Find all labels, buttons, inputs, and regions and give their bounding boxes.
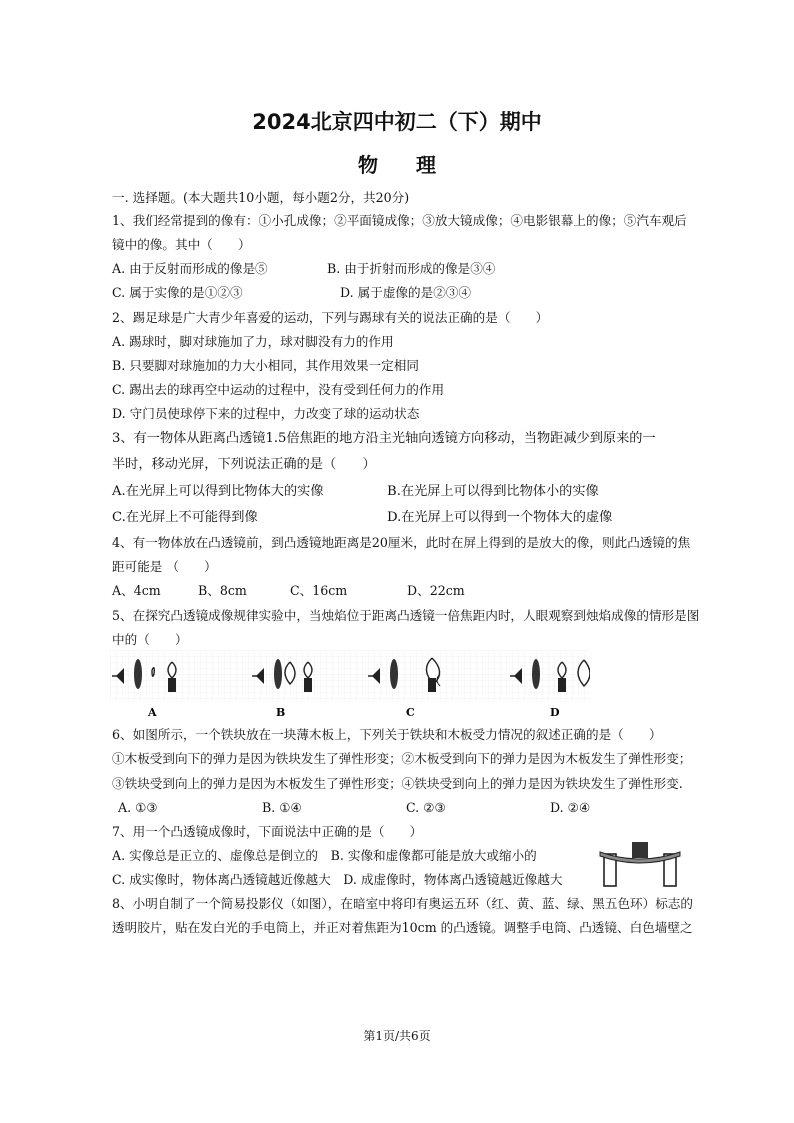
page-number: 第1页/共6页 — [363, 1029, 431, 1043]
q7-options-cd: C. 成实像时，物体离凸透镜越近像越大 D. 成虚像时，物体离凸透镜越近像越大 — [112, 872, 563, 887]
q4-option-c: C、16cm — [290, 583, 348, 598]
figure-label-a: A — [148, 706, 157, 719]
q4-stem-line1: 4、有一物体放在凸透镜前，到凸透镜地距离是20厘米，此时在屏上得到的是放大的像，则此凸透镜的焦 — [112, 535, 691, 550]
q6-statement-1-2: ①木板受到向下的弹力是因为铁块发生了弹性形变；②木板受到向下的弹力是因为木板发生了弹性形变； — [112, 751, 692, 766]
q4-option-d: D、22cm — [407, 583, 465, 598]
q8-line1: 8、小明自制了一个简易投影仪（如图），在暗室中将印有奥运五环（红、黄、蓝、绿、黑五色环）标志的 — [112, 896, 694, 911]
section-heading: 一. 选择题。(本大题共10小题，每小题2分，共20分) — [112, 190, 410, 205]
q3-stem-line2: 半时，移动光屏，下列说法正确的是（ ） — [112, 457, 376, 472]
q1-option-b: B. 由于折射而形成的像是③④ — [327, 261, 496, 276]
q3-stem-line1: 3、有一物体从距离凸透镜1.5倍焦距的地方沿主光轴向透镜方向移动，当物距减少到原来的一 — [112, 431, 656, 446]
q4-option-b: B、8cm — [198, 583, 247, 598]
figure-label-d: D — [550, 706, 560, 719]
q5-stem-line2: 中的（ ） — [112, 632, 188, 647]
flame-icon — [168, 662, 176, 678]
q6-option-a: A. ①③ — [118, 800, 158, 815]
q2-option-d: D. 守门员使球停下来的过程中，力改变了球的运动状态 — [112, 406, 420, 421]
page-subtitle: 物理 — [358, 153, 474, 177]
q6-option-c: C. ②③ — [406, 800, 446, 815]
candle-icon — [168, 678, 176, 692]
lens-icon — [532, 659, 540, 689]
q2-option-c: C. 踢出去的球再空中运动的过程中，没有受到任何力的作用 — [112, 382, 445, 397]
figure-label-b: B — [276, 706, 286, 719]
candle-lens-figure — [110, 650, 590, 722]
q1-option-c: C. 属于实像的是①②③ — [112, 285, 243, 300]
q3-option-d: D.在光屏上可以得到一个物体大的虚像 — [387, 510, 613, 525]
page-title: 2024北京四中初二（下）期中 — [252, 110, 542, 134]
q6-statement-3-4: ③铁块受到向上的弹力是因为木板发生了弹性形变；④铁块受到向上的弹力是因为铁块发生了弹性形变. — [112, 776, 683, 791]
lens-icon — [134, 659, 142, 689]
q4-stem-line2: 距可能是 （ ） — [112, 559, 217, 574]
q1-option-a: A. 由于反射而形成的像是⑤ — [112, 261, 268, 276]
q2-option-a: A. 踢球时，脚对球施加了力，球对脚没有力的作用 — [112, 334, 394, 349]
figure-label-c: C — [406, 706, 415, 719]
q7-options-ab: A. 实像总是正立的、虚像总是倒立的 B. 实像和虚像都可能是放大或缩小的 — [112, 848, 537, 863]
q1-stem-line2: 镜中的像。其中（ ） — [112, 237, 251, 252]
q6-stem: 6、如图所示，一个铁块放在一块薄木板上，下列关于铁块和木板受力情况的叙述正确的是（ ） — [112, 727, 662, 742]
q7-stem: 7、用一个凸透镜成像时，下面说法中正确的是（ ） — [112, 824, 423, 839]
candle-icon — [428, 678, 436, 692]
q2-stem: 2、踢足球是广大青少年喜爱的运动，下列与踢球有关的说法正确的是（ ） — [112, 310, 549, 325]
candle-icon — [304, 678, 312, 692]
q6-option-b: B. ①④ — [262, 800, 302, 815]
candle-icon — [558, 678, 566, 692]
q6-option-d: D. ②④ — [550, 800, 591, 815]
flame-icon — [304, 662, 312, 678]
q2-option-b: B. 只要脚对球施加的力大小相同，其作用效果一定相同 — [112, 358, 419, 373]
q3-option-c: C.在光屏上不可能得到像 — [112, 510, 258, 525]
q5-stem-line1: 5、在探究凸透镜成像规律实验中，当烛焰位于距离凸透镜一倍焦距内时，人眼观察到烛焰成像的情形是图 — [112, 608, 700, 623]
q1-option-d: D. 属于虚像的是②③④ — [340, 285, 471, 300]
iron-block-icon — [632, 842, 648, 858]
q8-line2: 透明胶片，贴在发白光的手电筒上，并正对着焦距为10cm 的凸透镜。调整手电筒、凸透镜、白色墙壁之 — [112, 920, 693, 935]
lens-icon — [390, 659, 398, 689]
q1-stem-line1: 1、我们经常提到的像有：①小孔成像；②平面镜成像；③放大镜成像；④电影银幕上的像；⑤汽车观后 — [112, 213, 687, 228]
q4-option-a: A、4cm — [112, 583, 161, 598]
lens-icon — [274, 659, 282, 689]
q3-option-a: A.在光屏上可以得到比物体大的实像 — [112, 484, 324, 499]
flame-icon — [558, 662, 566, 678]
q3-option-b: B.在光屏上可以得到比物体小的实像 — [387, 484, 599, 499]
iron-block-on-board-figure — [598, 838, 682, 888]
